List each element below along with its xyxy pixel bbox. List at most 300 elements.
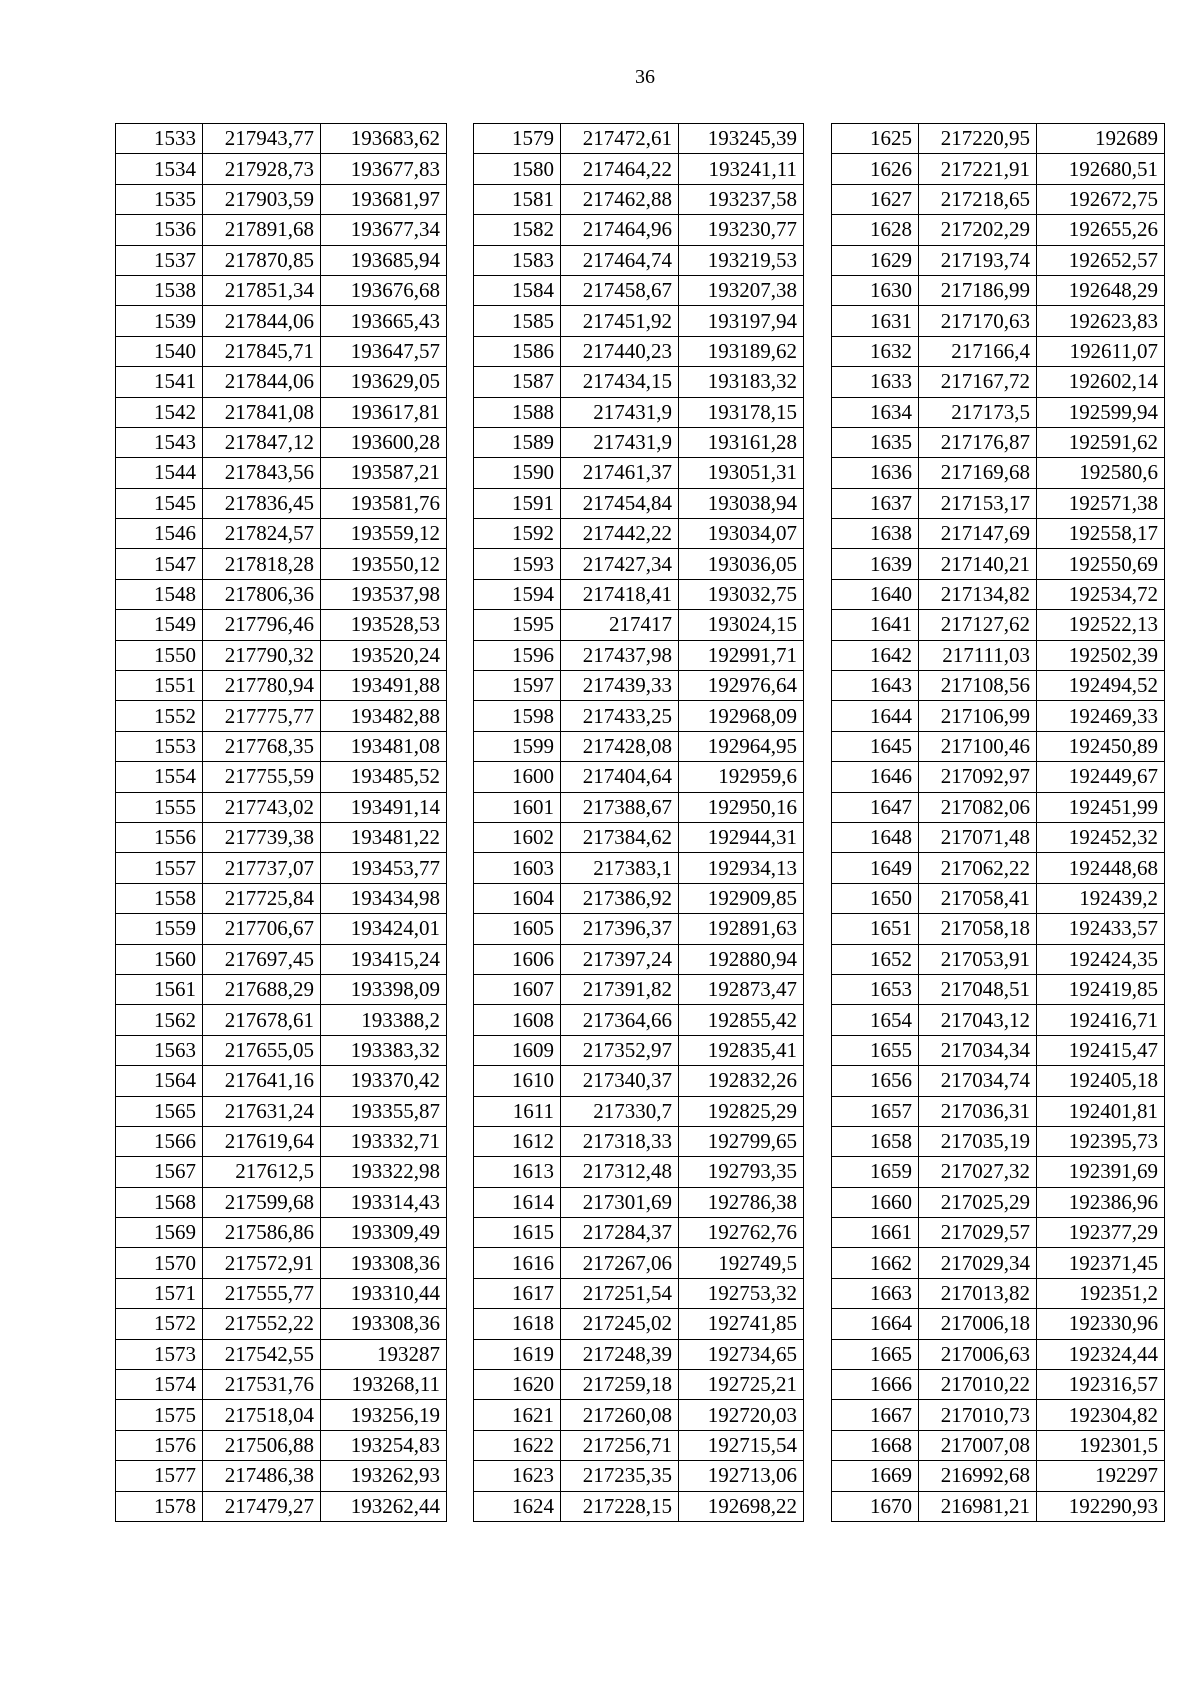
x-coordinate-cell: 217100,46	[919, 731, 1037, 761]
x-coordinate-cell: 217599,68	[203, 1187, 321, 1217]
x-coordinate-cell: 217013,82	[919, 1278, 1037, 1308]
x-coordinate-cell: 217193,74	[919, 245, 1037, 275]
x-coordinate-cell: 217440,23	[561, 336, 679, 366]
x-coordinate-cell: 217844,06	[203, 306, 321, 336]
y-coordinate-cell: 192715,54	[679, 1430, 804, 1460]
x-coordinate-cell: 217437,98	[561, 640, 679, 670]
table-row	[474, 1461, 804, 1491]
x-coordinate-cell: 217552,22	[203, 1309, 321, 1339]
table-row	[832, 275, 1165, 305]
point-number-cell: 1543	[116, 427, 203, 457]
point-number-cell: 1592	[474, 519, 561, 549]
x-coordinate-cell: 217806,36	[203, 579, 321, 609]
y-coordinate-cell: 192880,94	[679, 944, 804, 974]
x-coordinate-cell: 217531,76	[203, 1370, 321, 1400]
point-number-cell: 1641	[832, 610, 919, 640]
table-row	[832, 397, 1165, 427]
table-row	[474, 1035, 804, 1065]
y-coordinate-cell: 193647,57	[321, 336, 447, 366]
x-coordinate-cell: 217464,96	[561, 215, 679, 245]
y-coordinate-cell: 193051,31	[679, 458, 804, 488]
x-coordinate-cell: 217111,03	[919, 640, 1037, 670]
x-coordinate-cell: 217843,56	[203, 458, 321, 488]
y-coordinate-cell: 192648,29	[1037, 275, 1165, 305]
x-coordinate-cell: 217388,67	[561, 792, 679, 822]
point-number-cell: 1651	[832, 914, 919, 944]
y-coordinate-cell: 193183,32	[679, 367, 804, 397]
y-coordinate-cell: 193256,19	[321, 1400, 447, 1430]
point-number-cell: 1553	[116, 731, 203, 761]
y-coordinate-cell: 192558,17	[1037, 519, 1165, 549]
point-number-cell: 1617	[474, 1278, 561, 1308]
x-coordinate-cell: 217464,22	[561, 154, 679, 184]
y-coordinate-cell: 193485,52	[321, 762, 447, 792]
point-number-cell: 1568	[116, 1187, 203, 1217]
y-coordinate-cell: 193355,87	[321, 1096, 447, 1126]
x-coordinate-cell: 217127,62	[919, 610, 1037, 640]
y-coordinate-cell: 192825,29	[679, 1096, 804, 1126]
y-coordinate-cell: 192753,32	[679, 1278, 804, 1308]
x-coordinate-cell: 217431,9	[561, 427, 679, 457]
y-coordinate-cell: 192386,96	[1037, 1187, 1165, 1217]
x-coordinate-cell: 217928,73	[203, 154, 321, 184]
point-number-cell: 1562	[116, 1005, 203, 1035]
y-coordinate-cell: 193370,42	[321, 1066, 447, 1096]
point-number-cell: 1599	[474, 731, 561, 761]
point-number-cell: 1627	[832, 184, 919, 214]
table-row	[474, 488, 804, 518]
x-coordinate-cell: 217396,37	[561, 914, 679, 944]
y-coordinate-cell: 192424,35	[1037, 944, 1165, 974]
table-row	[116, 427, 447, 457]
table-row	[474, 1278, 804, 1308]
y-coordinate-cell: 193424,01	[321, 914, 447, 944]
x-coordinate-cell: 217034,74	[919, 1066, 1037, 1096]
x-coordinate-cell: 217844,06	[203, 367, 321, 397]
x-coordinate-cell: 217202,29	[919, 215, 1037, 245]
point-number-cell: 1619	[474, 1339, 561, 1369]
x-coordinate-cell: 217384,62	[561, 822, 679, 852]
y-coordinate-cell: 193398,09	[321, 974, 447, 1004]
point-number-cell: 1632	[832, 336, 919, 366]
y-coordinate-cell: 192416,71	[1037, 1005, 1165, 1035]
y-coordinate-cell: 193309,49	[321, 1218, 447, 1248]
x-coordinate-cell: 217847,12	[203, 427, 321, 457]
table-row	[474, 1339, 804, 1369]
table-row	[832, 1035, 1165, 1065]
table-row	[474, 1218, 804, 1248]
point-number-cell: 1635	[832, 427, 919, 457]
page-number: 36	[635, 66, 655, 88]
x-coordinate-cell: 217836,45	[203, 488, 321, 518]
y-coordinate-cell: 192680,51	[1037, 154, 1165, 184]
x-coordinate-cell: 217036,31	[919, 1096, 1037, 1126]
point-number-cell: 1588	[474, 397, 561, 427]
table-row	[832, 1309, 1165, 1339]
table-row	[832, 640, 1165, 670]
x-coordinate-cell: 217790,32	[203, 640, 321, 670]
table-row	[116, 184, 447, 214]
table-row	[116, 853, 447, 883]
table-row	[832, 671, 1165, 701]
x-coordinate-cell: 217472,61	[561, 124, 679, 154]
y-coordinate-cell: 192655,26	[1037, 215, 1165, 245]
table-row	[474, 1096, 804, 1126]
y-coordinate-cell: 193287	[321, 1339, 447, 1369]
x-coordinate-cell: 217058,18	[919, 914, 1037, 944]
y-coordinate-cell: 192959,6	[679, 762, 804, 792]
point-number-cell: 1567	[116, 1157, 203, 1187]
y-coordinate-cell: 193230,77	[679, 215, 804, 245]
y-coordinate-cell: 193665,43	[321, 306, 447, 336]
y-coordinate-cell: 193537,98	[321, 579, 447, 609]
point-number-cell: 1566	[116, 1126, 203, 1156]
table-row	[116, 1430, 447, 1460]
y-coordinate-cell: 193197,94	[679, 306, 804, 336]
table-row	[832, 944, 1165, 974]
x-coordinate-cell: 217775,77	[203, 701, 321, 731]
x-coordinate-cell: 217006,18	[919, 1309, 1037, 1339]
point-number-cell: 1618	[474, 1309, 561, 1339]
y-coordinate-cell: 193268,11	[321, 1370, 447, 1400]
point-number-cell: 1597	[474, 671, 561, 701]
x-coordinate-cell: 217824,57	[203, 519, 321, 549]
y-coordinate-cell: 193308,36	[321, 1309, 447, 1339]
y-coordinate-cell: 193491,14	[321, 792, 447, 822]
y-coordinate-cell: 193550,12	[321, 549, 447, 579]
point-number-cell: 1607	[474, 974, 561, 1004]
point-number-cell: 1645	[832, 731, 919, 761]
x-coordinate-cell: 217010,22	[919, 1370, 1037, 1400]
table-row	[474, 1248, 804, 1278]
point-number-cell: 1638	[832, 519, 919, 549]
point-number-cell: 1606	[474, 944, 561, 974]
y-coordinate-cell: 192433,57	[1037, 914, 1165, 944]
point-number-cell: 1534	[116, 154, 203, 184]
y-coordinate-cell: 192652,57	[1037, 245, 1165, 275]
x-coordinate-cell: 217725,84	[203, 883, 321, 913]
point-number-cell: 1581	[474, 184, 561, 214]
point-number-cell: 1605	[474, 914, 561, 944]
x-coordinate-cell: 217845,71	[203, 336, 321, 366]
point-number-cell: 1621	[474, 1400, 561, 1430]
table-row	[116, 792, 447, 822]
x-coordinate-cell: 217619,64	[203, 1126, 321, 1156]
y-coordinate-cell: 193308,36	[321, 1248, 447, 1278]
point-number-cell: 1660	[832, 1187, 919, 1217]
table-row	[116, 1248, 447, 1278]
point-number-cell: 1647	[832, 792, 919, 822]
table-row	[832, 1126, 1165, 1156]
point-number-cell: 1661	[832, 1218, 919, 1248]
table-row	[116, 215, 447, 245]
table-row	[116, 1126, 447, 1156]
table-row	[474, 701, 804, 731]
y-coordinate-cell: 193310,44	[321, 1278, 447, 1308]
point-number-cell: 1620	[474, 1370, 561, 1400]
y-coordinate-cell: 193024,15	[679, 610, 804, 640]
point-number-cell: 1598	[474, 701, 561, 731]
x-coordinate-cell: 217612,5	[203, 1157, 321, 1187]
point-number-cell: 1639	[832, 549, 919, 579]
point-number-cell: 1572	[116, 1309, 203, 1339]
table-row	[116, 367, 447, 397]
x-coordinate-cell: 217251,54	[561, 1278, 679, 1308]
y-coordinate-cell: 192591,62	[1037, 427, 1165, 457]
y-coordinate-cell: 192522,13	[1037, 610, 1165, 640]
point-number-cell: 1565	[116, 1096, 203, 1126]
point-number-cell: 1612	[474, 1126, 561, 1156]
table-row	[474, 1005, 804, 1035]
point-number-cell: 1622	[474, 1430, 561, 1460]
table-row	[116, 458, 447, 488]
point-number-cell: 1604	[474, 883, 561, 913]
x-coordinate-cell: 217383,1	[561, 853, 679, 883]
y-coordinate-cell: 192451,99	[1037, 792, 1165, 822]
point-number-cell: 1613	[474, 1157, 561, 1187]
table-row	[474, 1370, 804, 1400]
x-coordinate-cell: 217245,02	[561, 1309, 679, 1339]
y-coordinate-cell: 192395,73	[1037, 1126, 1165, 1156]
y-coordinate-cell: 192330,96	[1037, 1309, 1165, 1339]
y-coordinate-cell: 192405,18	[1037, 1066, 1165, 1096]
table-row	[116, 1278, 447, 1308]
x-coordinate-cell: 217555,77	[203, 1278, 321, 1308]
x-coordinate-cell: 217186,99	[919, 275, 1037, 305]
x-coordinate-cell: 217688,29	[203, 974, 321, 1004]
y-coordinate-cell: 192316,57	[1037, 1370, 1165, 1400]
point-number-cell: 1552	[116, 701, 203, 731]
y-coordinate-cell: 192672,75	[1037, 184, 1165, 214]
y-coordinate-cell: 193034,07	[679, 519, 804, 549]
y-coordinate-cell: 192371,45	[1037, 1248, 1165, 1278]
point-number-cell: 1544	[116, 458, 203, 488]
y-coordinate-cell: 193189,62	[679, 336, 804, 366]
y-coordinate-cell: 192450,89	[1037, 731, 1165, 761]
table-row	[474, 124, 804, 154]
x-coordinate-cell: 217062,22	[919, 853, 1037, 883]
point-number-cell: 1557	[116, 853, 203, 883]
point-number-cell: 1624	[474, 1491, 561, 1521]
point-number-cell: 1648	[832, 822, 919, 852]
table-row	[832, 579, 1165, 609]
x-coordinate-cell: 217058,41	[919, 883, 1037, 913]
y-coordinate-cell: 193581,76	[321, 488, 447, 518]
point-number-cell: 1576	[116, 1430, 203, 1460]
x-coordinate-cell: 217404,64	[561, 762, 679, 792]
y-coordinate-cell: 192689	[1037, 124, 1165, 154]
y-coordinate-cell: 192449,67	[1037, 762, 1165, 792]
table-row	[474, 579, 804, 609]
x-coordinate-cell: 217427,34	[561, 549, 679, 579]
y-coordinate-cell: 192720,03	[679, 1400, 804, 1430]
x-coordinate-cell: 217755,59	[203, 762, 321, 792]
x-coordinate-cell: 217641,16	[203, 1066, 321, 1096]
table-row	[116, 610, 447, 640]
x-coordinate-cell: 217318,33	[561, 1126, 679, 1156]
table-row	[116, 306, 447, 336]
y-coordinate-cell: 192713,06	[679, 1461, 804, 1491]
x-coordinate-cell: 217352,97	[561, 1035, 679, 1065]
table-row	[116, 701, 447, 731]
table-row	[116, 1309, 447, 1339]
y-coordinate-cell: 193322,98	[321, 1157, 447, 1187]
y-coordinate-cell: 193453,77	[321, 853, 447, 883]
y-coordinate-cell: 193383,32	[321, 1035, 447, 1065]
y-coordinate-cell: 193032,75	[679, 579, 804, 609]
table-row	[474, 1126, 804, 1156]
point-number-cell: 1587	[474, 367, 561, 397]
point-number-cell: 1629	[832, 245, 919, 275]
y-coordinate-cell: 193600,28	[321, 427, 447, 457]
y-coordinate-cell: 192799,65	[679, 1126, 804, 1156]
y-coordinate-cell: 192297	[1037, 1461, 1165, 1491]
y-coordinate-cell: 192741,85	[679, 1309, 804, 1339]
y-coordinate-cell: 193262,44	[321, 1491, 447, 1521]
point-number-cell: 1593	[474, 549, 561, 579]
table-row	[116, 124, 447, 154]
y-coordinate-cell: 192534,72	[1037, 579, 1165, 609]
y-coordinate-cell: 192725,21	[679, 1370, 804, 1400]
y-coordinate-cell: 192698,22	[679, 1491, 804, 1521]
x-coordinate-cell: 217082,06	[919, 792, 1037, 822]
point-number-cell: 1643	[832, 671, 919, 701]
x-coordinate-cell: 217176,87	[919, 427, 1037, 457]
table-row	[832, 792, 1165, 822]
x-coordinate-cell: 217851,34	[203, 275, 321, 305]
table-row	[832, 822, 1165, 852]
y-coordinate-cell: 192351,2	[1037, 1278, 1165, 1308]
table-row	[832, 458, 1165, 488]
x-coordinate-cell: 217743,02	[203, 792, 321, 822]
point-number-cell: 1615	[474, 1218, 561, 1248]
point-number-cell: 1633	[832, 367, 919, 397]
table-row	[832, 1096, 1165, 1126]
x-coordinate-cell: 217029,34	[919, 1248, 1037, 1278]
point-number-cell: 1570	[116, 1248, 203, 1278]
x-coordinate-cell: 217364,66	[561, 1005, 679, 1035]
table-row	[832, 154, 1165, 184]
x-coordinate-cell: 217518,04	[203, 1400, 321, 1430]
point-number-cell: 1547	[116, 549, 203, 579]
table-row	[474, 519, 804, 549]
point-number-cell: 1626	[832, 154, 919, 184]
point-number-cell: 1668	[832, 1430, 919, 1460]
y-coordinate-cell: 193559,12	[321, 519, 447, 549]
table-row	[832, 610, 1165, 640]
point-number-cell: 1603	[474, 853, 561, 883]
point-number-cell: 1610	[474, 1066, 561, 1096]
point-number-cell: 1554	[116, 762, 203, 792]
table-row	[474, 458, 804, 488]
y-coordinate-cell: 193482,88	[321, 701, 447, 731]
x-coordinate-cell: 217451,92	[561, 306, 679, 336]
x-coordinate-cell: 217431,9	[561, 397, 679, 427]
point-number-cell: 1649	[832, 853, 919, 883]
table-row	[474, 731, 804, 761]
x-coordinate-cell: 217479,27	[203, 1491, 321, 1521]
point-number-cell: 1586	[474, 336, 561, 366]
table-row	[832, 336, 1165, 366]
y-coordinate-cell: 193254,83	[321, 1430, 447, 1460]
table-row	[116, 974, 447, 1004]
table-row	[474, 154, 804, 184]
table-row	[116, 1400, 447, 1430]
x-coordinate-cell: 217312,48	[561, 1157, 679, 1187]
point-number-cell: 1575	[116, 1400, 203, 1430]
table-row	[474, 275, 804, 305]
y-coordinate-cell: 192623,83	[1037, 306, 1165, 336]
table-row	[832, 701, 1165, 731]
x-coordinate-cell: 217439,33	[561, 671, 679, 701]
point-number-cell: 1558	[116, 883, 203, 913]
point-number-cell: 1623	[474, 1461, 561, 1491]
y-coordinate-cell: 192452,32	[1037, 822, 1165, 852]
point-number-cell: 1577	[116, 1461, 203, 1491]
table-row	[832, 1370, 1165, 1400]
point-number-cell: 1571	[116, 1278, 203, 1308]
point-number-cell: 1666	[832, 1370, 919, 1400]
y-coordinate-cell: 192950,16	[679, 792, 804, 822]
point-number-cell: 1546	[116, 519, 203, 549]
table-row	[474, 1309, 804, 1339]
x-coordinate-cell: 217173,5	[919, 397, 1037, 427]
y-coordinate-cell: 192599,94	[1037, 397, 1165, 427]
y-coordinate-cell: 193528,53	[321, 610, 447, 640]
x-coordinate-cell: 217134,82	[919, 579, 1037, 609]
y-coordinate-cell: 192749,5	[679, 1248, 804, 1278]
y-coordinate-cell: 192571,38	[1037, 488, 1165, 518]
x-coordinate-cell: 217454,84	[561, 488, 679, 518]
point-number-cell: 1625	[832, 124, 919, 154]
x-coordinate-cell: 217166,4	[919, 336, 1037, 366]
point-number-cell: 1658	[832, 1126, 919, 1156]
x-coordinate-cell: 217458,67	[561, 275, 679, 305]
table-row	[116, 1187, 447, 1217]
table-row	[474, 762, 804, 792]
table-row	[474, 367, 804, 397]
y-coordinate-cell: 193685,94	[321, 245, 447, 275]
table-row	[832, 1491, 1165, 1521]
y-coordinate-cell: 192391,69	[1037, 1157, 1165, 1187]
point-number-cell: 1653	[832, 974, 919, 1004]
point-number-cell: 1600	[474, 762, 561, 792]
table-row	[832, 1430, 1165, 1460]
y-coordinate-cell: 193038,94	[679, 488, 804, 518]
table-row	[474, 671, 804, 701]
table-row	[832, 488, 1165, 518]
point-number-cell: 1550	[116, 640, 203, 670]
x-coordinate-cell: 217737,07	[203, 853, 321, 883]
y-coordinate-cell: 192832,26	[679, 1066, 804, 1096]
table-row	[832, 853, 1165, 883]
table-row	[832, 1400, 1165, 1430]
x-coordinate-cell: 217434,15	[561, 367, 679, 397]
x-coordinate-cell: 217796,46	[203, 610, 321, 640]
point-number-cell: 1574	[116, 1370, 203, 1400]
y-coordinate-cell: 193481,22	[321, 822, 447, 852]
y-coordinate-cell: 192891,63	[679, 914, 804, 944]
table-row	[832, 1066, 1165, 1096]
table-row	[116, 1370, 447, 1400]
coordinates-table-2	[473, 123, 804, 1522]
y-coordinate-cell: 193676,68	[321, 275, 447, 305]
x-coordinate-cell: 217048,51	[919, 974, 1037, 1004]
point-number-cell: 1636	[832, 458, 919, 488]
point-number-cell: 1667	[832, 1400, 919, 1430]
point-number-cell: 1556	[116, 822, 203, 852]
x-coordinate-cell: 217943,77	[203, 124, 321, 154]
